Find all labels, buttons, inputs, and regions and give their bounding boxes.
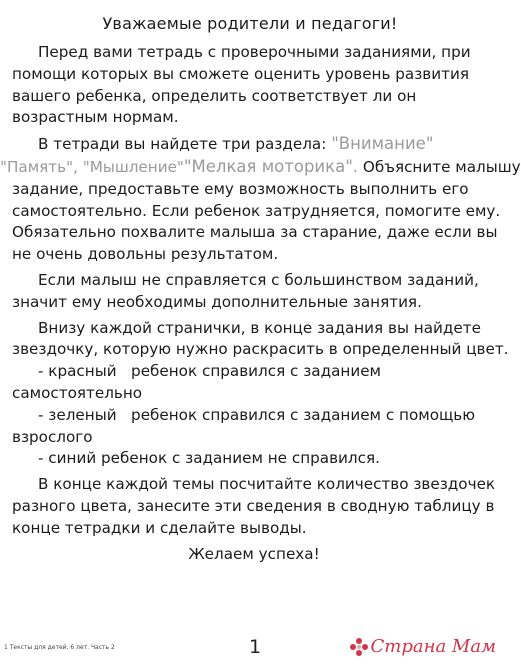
paragraph-star-instructions bbox=[12, 318, 509, 362]
section-name-thinking: "Мышление" bbox=[82, 157, 184, 176]
footer-note: 1 Тексты для детей. 6 лет. Часть 2 bbox=[4, 644, 115, 651]
text-line bbox=[12, 133, 496, 156]
text-line: не очень довольны результатом. bbox=[12, 245, 279, 264]
text-line: Внизу каждой странички, в конце задания вы найдете bbox=[38, 318, 481, 337]
section-name-motor-skills: "Мелкая моторика". bbox=[183, 156, 359, 176]
text-line: разного цвета, занесите эти сведения в сводную таблицу в bbox=[12, 496, 495, 515]
paragraph-extra-lessons bbox=[12, 270, 496, 314]
watermark-logo bbox=[350, 636, 497, 657]
text-line: задание, предоставьте ему возможность выполнить его bbox=[12, 179, 469, 198]
color-green-line: - зеленый ребенок справился с заданием с помощью bbox=[38, 405, 476, 424]
sections-instruction-text: Объясните малышу bbox=[362, 157, 521, 176]
text-line: возрастным нормам. bbox=[12, 108, 179, 127]
text-line: самостоятельно. Если ребенок затрудняется, помогите ему. bbox=[12, 201, 501, 220]
section-name-memory: "Память", bbox=[0, 157, 78, 176]
flower-icon bbox=[350, 638, 368, 656]
text-line-content: Перед вами тетрадь с проверочными заданиями, при bbox=[38, 43, 471, 61]
watermark-text: Страна Мам bbox=[370, 636, 496, 657]
text-line: Обязательно похвалите малыша за старание, даже если вы bbox=[12, 223, 498, 242]
sections-intro-text: В тетради вы найдете три раздела: bbox=[38, 135, 327, 154]
text-line bbox=[0, 156, 521, 179]
text-line: значит ему необходимы дополнительные занятия. bbox=[12, 292, 422, 311]
text-line: Если малыш не справляется с большинством заданий, bbox=[38, 270, 479, 289]
text-line: помощи которых вы сможете оценить уровень развития bbox=[12, 64, 469, 83]
page-title: Уважаемые родители и педагоги! bbox=[102, 14, 398, 33]
text-line: вашего ребенка, определить соответствует ли он bbox=[12, 86, 417, 105]
page-number: 1 bbox=[249, 636, 262, 658]
section-name-attention: "Внимание" bbox=[331, 134, 434, 154]
text-line bbox=[12, 42, 496, 64]
paragraph-summary bbox=[12, 474, 496, 539]
color-green-line-cont: взрослого bbox=[12, 427, 93, 446]
color-red-line: - красный ребенок справился с заданием bbox=[38, 362, 382, 381]
color-red-line-cont: самостоятельно bbox=[12, 383, 143, 402]
paragraph-sections bbox=[0, 133, 521, 266]
text-line: В конце каждой темы посчитайте количество звездочек bbox=[38, 475, 496, 494]
color-legend bbox=[12, 361, 496, 470]
text-line: звездочку, которую нужно раскрасить в определенный цвет. bbox=[12, 340, 509, 359]
text-line: конце тетрадки и сделайте выводы. bbox=[12, 518, 307, 537]
color-blue-line: - синий ребенок с заданием не справился. bbox=[38, 449, 380, 468]
paragraph-intro bbox=[12, 42, 496, 129]
document-body bbox=[0, 42, 521, 565]
closing-wish: Желаем успеха! bbox=[188, 544, 320, 563]
